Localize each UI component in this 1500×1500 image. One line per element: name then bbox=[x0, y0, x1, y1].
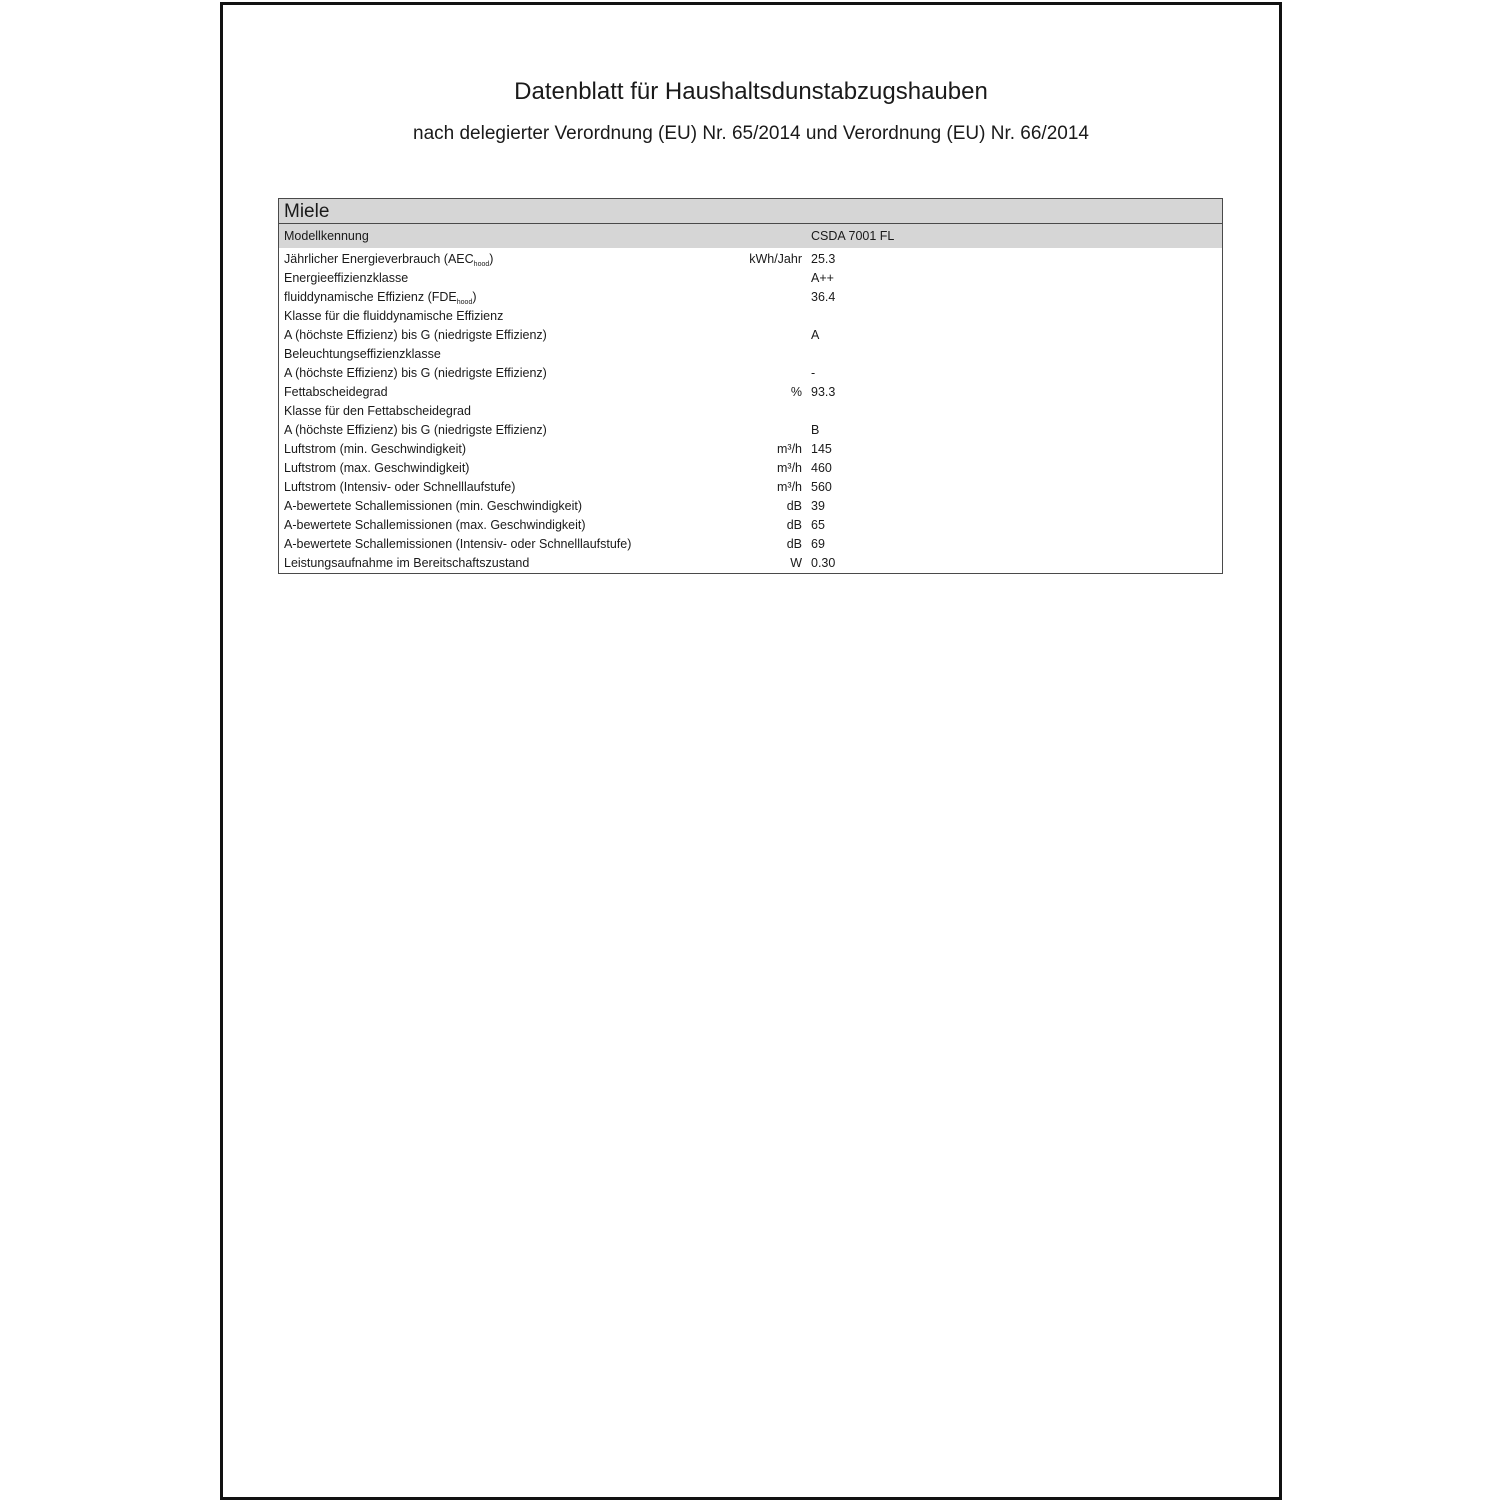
table-row bbox=[279, 554, 1222, 573]
document-subtitle: nach delegierter Verordnung (EU) Nr. 65/2014 und Verordnung (EU) Nr. 66/2014 bbox=[413, 123, 1089, 144]
row-label-text: Beleuchtungseffizienzklasse bbox=[284, 347, 441, 361]
row-label-suffix: ) bbox=[472, 290, 477, 304]
row-label-text: fluiddynamische Effizienz (FDE bbox=[284, 290, 457, 304]
table-row bbox=[279, 269, 1222, 288]
row-label bbox=[284, 402, 471, 421]
row-value: B bbox=[811, 423, 820, 437]
row-label bbox=[284, 288, 477, 307]
row-value: 0.30 bbox=[811, 556, 836, 570]
model-row bbox=[279, 224, 1222, 248]
row-label-subscript: hood bbox=[473, 261, 490, 268]
row-label-text: Energieeffizienzklasse bbox=[284, 271, 409, 285]
table-row bbox=[279, 402, 1222, 421]
row-value: 36.4 bbox=[811, 290, 836, 304]
table-row bbox=[279, 440, 1222, 459]
row-label-text: A-bewertete Schallemissionen (min. Geschwindigkeit) bbox=[284, 499, 583, 513]
row-label-text: Fettabscheidegrad bbox=[284, 385, 388, 399]
row-label bbox=[284, 516, 586, 535]
row-unit: m³/h bbox=[777, 480, 802, 494]
row-label bbox=[284, 307, 503, 326]
row-unit: m³/h bbox=[777, 442, 802, 456]
row-value: 65 bbox=[811, 518, 825, 532]
table-row bbox=[279, 478, 1222, 497]
document-page bbox=[220, 2, 1282, 1500]
model-label: Modellkennung bbox=[284, 229, 369, 243]
row-label bbox=[284, 269, 408, 288]
table-row bbox=[279, 288, 1222, 307]
table-row bbox=[279, 421, 1222, 440]
row-unit: W bbox=[790, 556, 802, 570]
row-label bbox=[284, 421, 547, 440]
row-value: 39 bbox=[811, 499, 825, 513]
row-label-subscript: hood bbox=[456, 299, 473, 306]
table-row bbox=[279, 345, 1222, 364]
table-row bbox=[279, 516, 1222, 535]
table-row bbox=[279, 307, 1222, 326]
row-label-text: A (höchste Effizienz) bis G (niedrigste Effizienz) bbox=[284, 328, 547, 342]
row-label-text: Luftstrom (Intensiv- oder Schnelllaufstufe) bbox=[284, 480, 516, 494]
row-value: 145 bbox=[811, 442, 832, 456]
brand-name: Miele bbox=[279, 199, 1222, 224]
row-label bbox=[284, 364, 547, 383]
row-label-text: Klasse für den Fettabscheidegrad bbox=[284, 404, 471, 418]
row-label bbox=[284, 497, 582, 516]
model-value: CSDA 7001 FL bbox=[811, 229, 895, 243]
row-label bbox=[284, 326, 547, 345]
row-label bbox=[284, 478, 515, 497]
row-unit: dB bbox=[786, 518, 802, 532]
row-value: 460 bbox=[811, 461, 832, 475]
table-row bbox=[279, 250, 1222, 269]
row-value: A++ bbox=[811, 271, 834, 285]
table-row bbox=[279, 497, 1222, 516]
data-rows bbox=[279, 248, 1222, 573]
table-row bbox=[279, 326, 1222, 345]
row-label-text: A (höchste Effizienz) bis G (niedrigste Effizienz) bbox=[284, 366, 547, 380]
row-label bbox=[284, 383, 388, 402]
row-label bbox=[284, 440, 466, 459]
row-unit: m³/h bbox=[777, 461, 802, 475]
data-sheet-table bbox=[278, 198, 1223, 574]
row-value: 25.3 bbox=[811, 252, 836, 266]
table-row bbox=[279, 383, 1222, 402]
row-unit: % bbox=[790, 385, 802, 399]
table-row bbox=[279, 535, 1222, 554]
row-value: 69 bbox=[811, 537, 825, 551]
row-label-text: Luftstrom (max. Geschwindigkeit) bbox=[284, 461, 470, 475]
row-label-text: A (höchste Effizienz) bis G (niedrigste Effizienz) bbox=[284, 423, 547, 437]
row-value: A bbox=[811, 328, 820, 342]
document-title: Datenblatt für Haushaltsdunstabzugshauben bbox=[514, 78, 988, 105]
table-row bbox=[279, 459, 1222, 478]
row-unit: kWh/Jahr bbox=[749, 252, 802, 266]
row-label bbox=[284, 459, 469, 478]
table-row bbox=[279, 364, 1222, 383]
row-label-text: Leistungsaufnahme im Bereitschaftszustand bbox=[284, 556, 530, 570]
row-label bbox=[284, 345, 441, 364]
row-label bbox=[284, 250, 493, 269]
row-label bbox=[284, 554, 529, 573]
row-label-text: Jährlicher Energieverbrauch (AEC bbox=[284, 252, 474, 266]
row-value: 560 bbox=[811, 480, 832, 494]
row-label-text: A-bewertete Schallemissionen (max. Geschwindigkeit) bbox=[284, 518, 586, 532]
row-value: - bbox=[811, 366, 816, 380]
row-unit: dB bbox=[786, 537, 802, 551]
row-label-suffix: ) bbox=[489, 252, 494, 266]
row-label-text: Klasse für die fluiddynamische Effizienz bbox=[284, 309, 504, 323]
row-label bbox=[284, 535, 631, 554]
row-value: 93.3 bbox=[811, 385, 836, 399]
row-label-text: A-bewertete Schallemissionen (Intensiv- oder Schnelllaufstufe) bbox=[284, 537, 632, 551]
row-label-text: Luftstrom (min. Geschwindigkeit) bbox=[284, 442, 467, 456]
row-unit: dB bbox=[786, 499, 802, 513]
